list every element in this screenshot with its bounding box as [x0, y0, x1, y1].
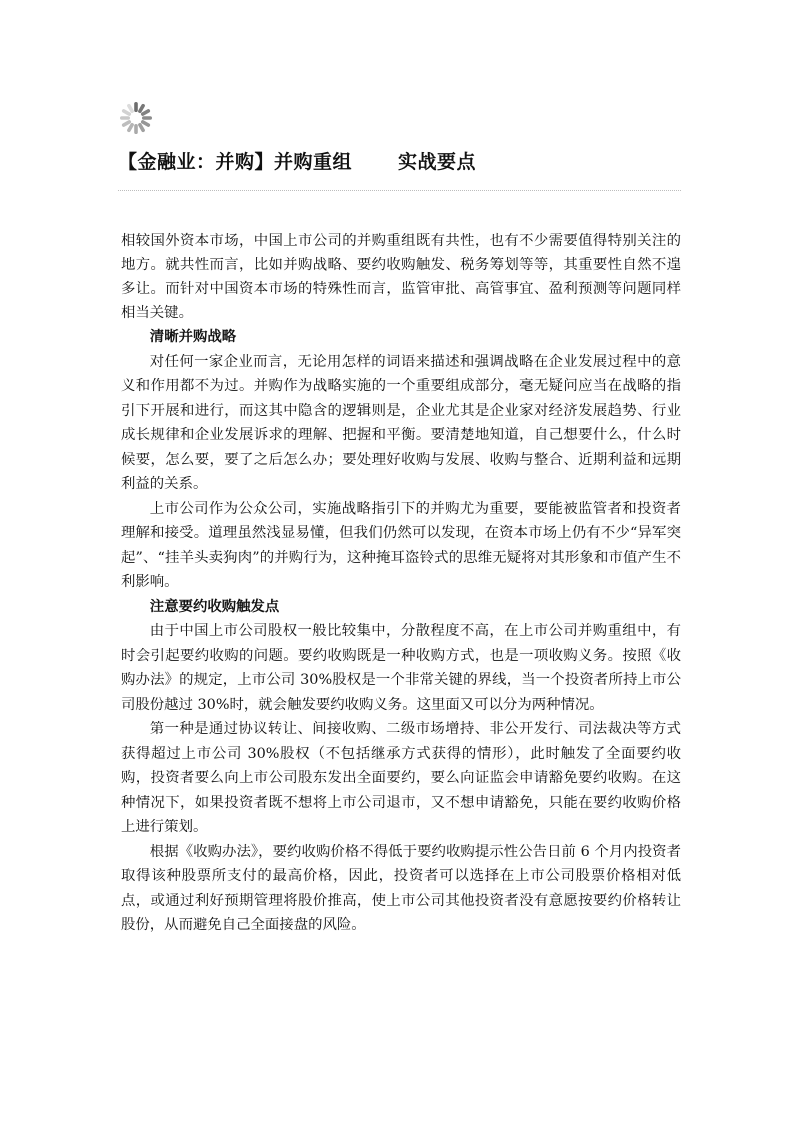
paragraph-tender-offer-2: 第一种是通过协议转让、间接收购、二级市场增持、非公开发行、司法裁决等方式获得超过上市公司 30%股权（不包括继承方式获得的情形），此时触发了全面要约收购，投资者要么向上市公司股东发出全面要约，要么向证监会申请豁免要约收购。在这种情况下，如果投资者既不想将上市公司退市，又不想申请豁免，只能在要约收购价格上进行策划。 — [121, 721, 681, 835]
page-title — [118, 147, 476, 174]
section-heading-strategy: 清晰并购战略 — [149, 329, 237, 345]
title-main: 【金融业：并购】并购重组 — [118, 151, 353, 173]
paragraph-tender-offer-1: 由于中国上市公司股权一般比较集中，分散程度不高，在上市公司并购重组中，有时会引起要约收购的问题。要约收购既是一种收购方式，也是一项收购义务。按照《收购办法》的规定，上市公司 30%股权是一个非常关键的界线，当一个投资者所持上市公司股份越过 30%时，就会触发要约收购义务。这里面又可以分为两种情况。 — [121, 623, 681, 713]
paragraph-tender-offer-3: 根据《收购办法》，要约收购价格不得低于要约收购提示性公告日前 6 个月内投资者取得该种股票所支付的最高价格，因此，投资者可以选择在上市公司股票价格相对低点，或通过利好预期管理将股价推高，使上市公司其他投资者没有意愿按要约价格转让股份，从而避免自己全面接盘的风险。 — [121, 843, 681, 933]
title-divider — [118, 190, 681, 191]
title-sub: 实战要点 — [398, 151, 477, 173]
paragraph-strategy-2: 上市公司作为公众公司，实施战略指引下的并购尤为重要，要能被监管者和投资者理解和接受。道理虽然浅显易懂，但我们仍然可以发现，在资本市场上仍有不少“异军突起”、“挂羊头卖狗肉”的并购行为，这种掩耳盗铃式的思维无疑将对其形象和市值产生不利影响。 — [121, 500, 681, 590]
intro-paragraph: 相较国外资本市场，中国上市公司的并购重组既有共性，也有不少需要值得特别关注的地方。就共性而言，比如并购战略、要约收购触发、税务筹划等等，其重要性自然不遑多让。而针对中国资本市场的特殊性而言，监管审批、高管事宜、盈利预测等问题同样相当关键。 — [121, 233, 681, 321]
loading-spinner-icon — [118, 100, 154, 136]
paragraph-strategy-1: 对任何一家企业而言，无论用怎样的词语来描述和强调战略在企业发展过程中的意义和作用都不为过。并购作为战略实施的一个重要组成部分，毫无疑问应当在战略的指引下开展和进行，而这其中隐含的逻辑则是，企业尤其是企业家对经济发展趋势、行业成长规律和企业发展诉求的理解、把握和平衡。要清楚地知道，自己想要什么，什么时候要，怎么要，要了之后怎么办；要处理好收购与发展、收购与整合、近期利益和远期利益的关系。 — [121, 353, 681, 492]
section-heading-tender-offer: 注意要约收购触发点 — [149, 598, 280, 615]
article-body — [121, 229, 681, 938]
